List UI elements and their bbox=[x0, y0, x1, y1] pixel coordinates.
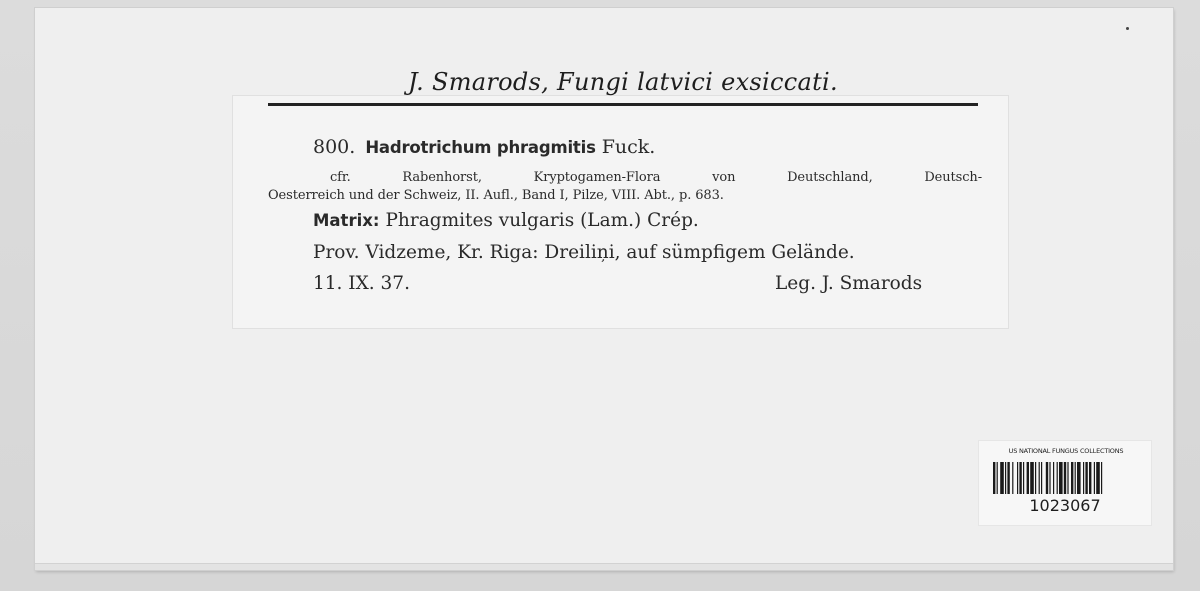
barcode-bar bbox=[1071, 462, 1073, 494]
scan-speck bbox=[1126, 27, 1129, 30]
barcode-bar bbox=[1007, 462, 1009, 494]
barcode-bar bbox=[1039, 462, 1040, 494]
barcode-bar bbox=[1000, 462, 1004, 494]
matrix-label: Matrix: bbox=[313, 211, 380, 230]
barcode-bar bbox=[1075, 462, 1076, 494]
barcode-bar bbox=[1083, 462, 1084, 494]
barcode-bar bbox=[1085, 462, 1087, 494]
citation-line-2: Oesterreich und der Schweiz, II. Aufl., Band I, Pilze, VIII. Abt., p. 683. bbox=[268, 188, 724, 203]
barcode-bar bbox=[1089, 462, 1091, 494]
barcode-bar bbox=[997, 462, 998, 494]
citation-line-1: cfr. Rabenhorst, Kryptogamen-Flora von Deutschland, Deutsch- bbox=[330, 170, 982, 185]
barcode-bar bbox=[1041, 462, 1042, 494]
barcode-bar bbox=[1023, 462, 1024, 494]
barcode-bar bbox=[1046, 462, 1048, 494]
title-rule bbox=[268, 103, 978, 106]
barcode-bar bbox=[1064, 462, 1066, 494]
matrix-line bbox=[313, 210, 699, 231]
series-title: J. Smarods, Fungi latvici exsiccati. bbox=[408, 68, 838, 96]
barcode-bar bbox=[1035, 462, 1036, 494]
species-author: Fuck. bbox=[601, 136, 656, 158]
barcode-bar bbox=[1027, 462, 1029, 494]
packet-bottom-edge bbox=[35, 563, 1173, 570]
barcode-bar bbox=[1094, 462, 1095, 494]
species-name: Hadrotrichum phragmitis bbox=[365, 138, 596, 157]
barcode-bar bbox=[1067, 462, 1068, 494]
collector-name: Leg. J. Smarods bbox=[775, 273, 923, 294]
barcode-number: 1023067 bbox=[1029, 496, 1101, 515]
barcode-bar bbox=[1077, 462, 1081, 494]
barcode-bar bbox=[1012, 462, 1013, 494]
barcode-bar bbox=[1057, 462, 1058, 494]
barcode-title: US NATIONAL FUNGUS COLLECTIONS bbox=[1008, 447, 1124, 455]
barcode-bar bbox=[1059, 462, 1063, 494]
specimen-name-line bbox=[313, 136, 655, 158]
barcode-bar bbox=[1030, 462, 1034, 494]
barcode-bar bbox=[1019, 462, 1021, 494]
barcode-bar bbox=[1101, 462, 1102, 494]
barcode-bar bbox=[1049, 462, 1050, 494]
locality-line: Prov. Vidzeme, Kr. Riga: Dreiliņi, auf sümpfigem Gelände. bbox=[313, 242, 855, 263]
barcode-bar bbox=[993, 462, 995, 494]
barcode-bar bbox=[1096, 462, 1100, 494]
barcode-label bbox=[978, 440, 1152, 526]
barcode-icon bbox=[993, 462, 1137, 494]
matrix-value: Phragmites vulgaris (Lam.) Crép. bbox=[385, 210, 699, 231]
barcode-bar bbox=[1017, 462, 1018, 494]
barcode-bar bbox=[1005, 462, 1006, 494]
collection-date: 11. IX. 37. bbox=[313, 273, 410, 294]
barcode-bar bbox=[1053, 462, 1054, 494]
specimen-number: 800. bbox=[313, 136, 356, 158]
